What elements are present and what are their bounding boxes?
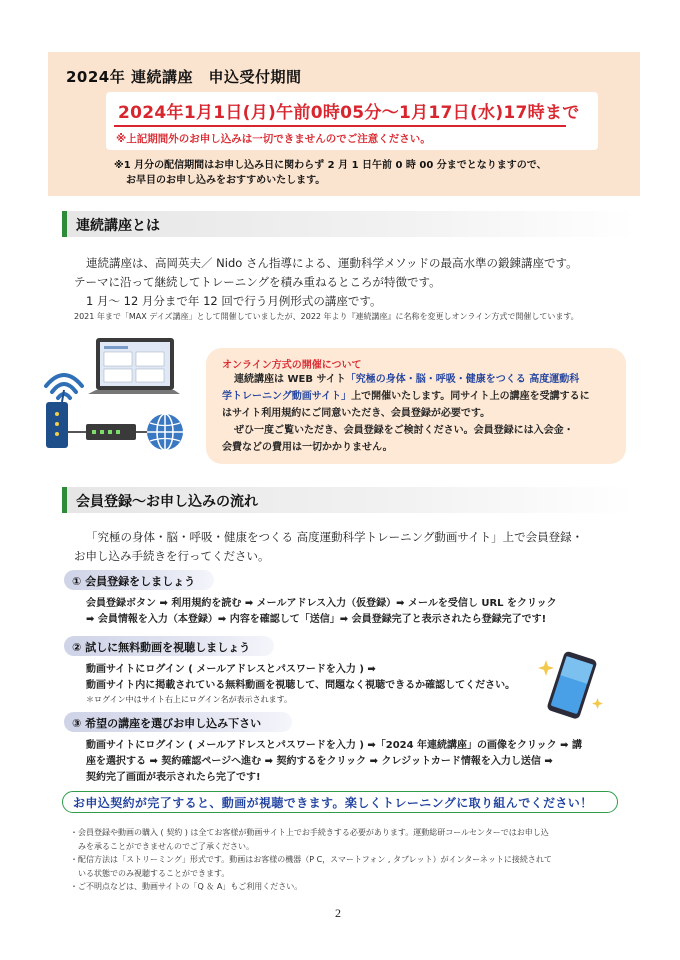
laptop-icon (88, 338, 180, 394)
online-method-title: オンライン方式の開催について (222, 360, 362, 371)
completion-banner (62, 791, 618, 813)
date-range: 2024年1月1日(月)午前0時05分～1月17日(水)17時まで (118, 103, 580, 123)
step-3-body (86, 738, 582, 786)
fine-print-line: ・配信方法は「ストリーミング」形式です。動画はお客様の機器（P C，スマートフォン , タブレット）がインターネットに接続されて (70, 855, 552, 864)
online-line: ぜひ一度ご覧いただき、会員登録をご検討ください。会員登録には入会金・ (234, 425, 574, 436)
delivery-note-line: ※1 月分の配信期間はお申し込み日に関わらず 2 月 1 日午前 0 時 00 分までとなりますので、 (114, 160, 547, 171)
section-heading-text: 会員登録～お申し込みの流れ (76, 494, 258, 510)
flow-intro-line: お申し込み手続きを行ってください。 (74, 549, 270, 563)
course-history-note: 2021 年まで「MAX デイズ講座」として開催していましたが、2022 年より『連続講座』に名称を変更しオンライン方式で開催しています。 (74, 312, 579, 321)
video-site-name: 「究極の身体・脳・呼吸・健康をつくる 高度運動科 (345, 374, 580, 385)
step-label-text: ① 会員登録をしましょう (72, 575, 196, 588)
step-line: 動画サイト内に掲載されている無料動画を視聴して、問題なく視聴できるか確認してください。 (86, 680, 516, 691)
sparkle-icon (538, 660, 554, 676)
section-marker (62, 487, 67, 513)
online-line: はサイト利用規約にご同意いただき、会員登録が必要です。 (222, 408, 491, 419)
step-3-label (64, 712, 292, 732)
video-site-name-cont: 学トレーニング動画サイト」 (222, 391, 352, 402)
globe-icon (147, 414, 183, 450)
online-text: 上で開催いたします。同サイト上の講座を受講するに (351, 391, 590, 402)
fine-print (70, 826, 630, 894)
step-1-label (64, 570, 214, 590)
section-marker (62, 211, 67, 237)
step-2-label (64, 636, 274, 656)
page-number: 2 (335, 906, 341, 920)
period-warning: ※上記期間外のお申し込みは一切できませんのでご注意ください。 (116, 133, 431, 145)
section-heading-course (62, 211, 636, 237)
step-line: 動画サイトにログイン ( メールアドレスとパスワードを入力 ) ➡ (86, 664, 376, 675)
step-line: 座を選択する ➡ 契約確認ページへ進む ➡ 契約するをクリック ➡ クレジットカード情報を入力し送信 ➡ (86, 756, 553, 767)
online-text: 連続講座は WEB サイト (234, 374, 346, 385)
step-line: 契約完了画面が表示されたら完了です! (86, 772, 261, 783)
section-heading-registration-flow (62, 487, 636, 513)
period-title: 2024年 連続講座 申込受付期間 (66, 68, 302, 86)
sparkle-icon (592, 698, 603, 709)
step-line: 動画サイトにログイン ( メールアドレスとパスワードを入力 ) ➡「2024 年連続講座」の画像をクリック ➡ 講 (86, 740, 582, 751)
online-method-body (222, 371, 622, 456)
smartphone-icon (536, 648, 606, 724)
step-label-text: ③ 希望の講座を選びお申し込み下さい (72, 717, 262, 730)
step-1-body (86, 596, 557, 628)
completion-banner-text: お申込契約が完了すると、動画が視聴できます。楽しくトレーニングに取り組んでください！ (73, 796, 593, 810)
switch-hub-icon (86, 424, 136, 440)
course-description (74, 254, 634, 311)
course-paragraph: テーマに沿って継続してトレーニングを積み重ねるところが特徴です。 (74, 275, 441, 289)
online-line: 会費などの費用は一切かかりません。 (222, 442, 393, 453)
section-heading-text: 連続講座とは (76, 218, 160, 234)
delivery-note-line: お早目のお申し込みをおすすめいたします。 (126, 175, 326, 186)
online-line (222, 388, 622, 405)
date-underline (114, 125, 566, 127)
delivery-note (114, 158, 614, 188)
step-line: 会員登録ボタン ➡ 利用規約を読む ➡ メールアドレス入力（仮登録）➡ メールを受信し URL をクリック (86, 598, 557, 609)
step-line: ➡ 会員情報を入力（本登録）➡ 内容を確認して「送信」➡ 会員登録完了と表示されたら登録完了です! (86, 614, 547, 625)
registration-flow-intro (74, 528, 634, 566)
course-paragraph: 連続講座は、高岡英夫／ Nido さん指導による、運動科学メソッドの最高水準の鍛錬講座です。 (86, 256, 578, 270)
online-network-illustration (40, 336, 190, 456)
online-line (222, 371, 622, 388)
step-note: ＊ログイン中はサイト右上にログイン名が表示されます。 (86, 695, 292, 704)
flow-intro-line: 「究極の身体・脳・呼吸・健康をつくる 高度運動科学トレーニング動画サイト」上で会員登録・ (86, 530, 584, 544)
fine-print-line: いる状態でのみ視聴することができます。 (70, 868, 230, 878)
step-2-body (86, 662, 515, 706)
course-paragraph: 1 月～ 12 月分まで年 12 回で行う月例形式の講座です。 (86, 294, 382, 308)
fine-print-line: ・ご不明点などは、動画サイトの「Q ＆ A」もご利用ください。 (70, 882, 303, 891)
fine-print-line: ・会員登録や動画の購入 ( 契約 ) は全てお客様が動画サイト上でお手続きする必要があります。運動総研コールセンターではお申し込 (70, 828, 549, 837)
fine-print-line: みを承ることができませんのでご了承ください。 (70, 841, 254, 851)
step-label-text: ② 試しに無料動画を視聴しましょう (72, 641, 251, 654)
